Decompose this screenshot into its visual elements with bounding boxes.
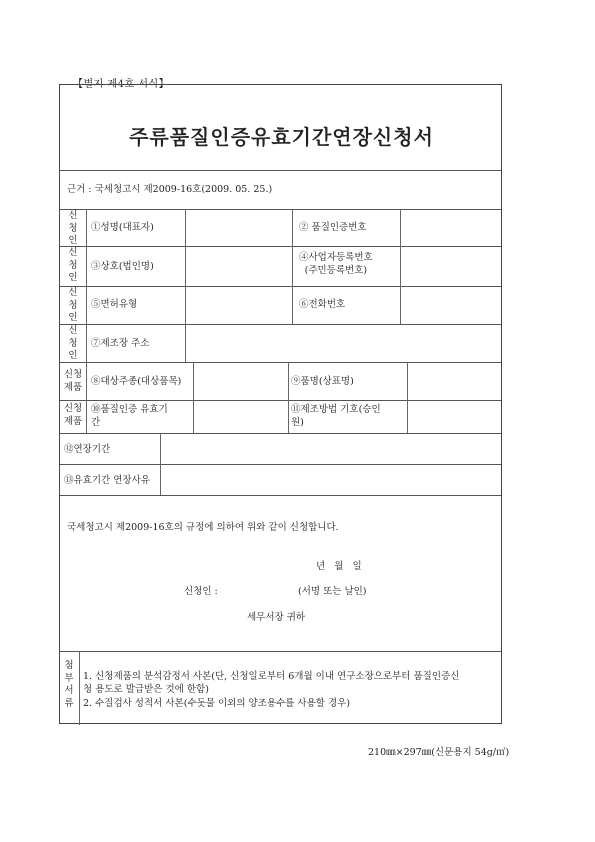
form-title: 주류품질인증유효기간연장신청서 — [129, 125, 434, 149]
signature-hint: (서명 또는 날인) — [298, 586, 367, 597]
extension-period-label: ⑫연장기간 — [64, 444, 111, 455]
divider — [60, 246, 501, 247]
quality-cert-number-label: ② 품질인증번호 — [299, 222, 367, 233]
manufacturing-method-label: ⑪제조방법 기호(승인 원) — [291, 404, 381, 428]
liquor-category-label: ⑧대상주종(대상품목) — [91, 376, 182, 387]
divider — [60, 286, 501, 287]
attachment-item-2: 2. 수질검사 성적서 사본(수돗물 이외의 양조용수를 사용할 경우) — [83, 698, 351, 709]
value-column-divider — [292, 209, 293, 324]
applicant-signature-label: 신청인 : — [184, 586, 218, 597]
divider — [60, 400, 501, 401]
label-column-divider — [193, 362, 194, 433]
side-label-applicant: 신 청 인 — [68, 247, 78, 283]
side-label-product: 신청 제품 — [63, 369, 83, 393]
application-statement: 국세청고시 제2009-16호의 규정에 의하여 위와 같이 신청합니다. — [67, 522, 339, 533]
label-column-divider — [185, 209, 186, 326]
divider — [60, 464, 501, 465]
side-label-applicant: 신 청 인 — [68, 210, 78, 246]
divider — [60, 433, 501, 434]
factory-address-label: ⑦제조장 주소 — [91, 338, 150, 349]
application-form — [59, 84, 502, 724]
value-column-divider — [288, 362, 289, 433]
value-column-divider — [407, 362, 408, 433]
divider — [60, 651, 501, 652]
form-number-label: 【별지 제4호 서식】 — [73, 79, 170, 90]
label-column-divider — [185, 324, 186, 362]
cert-validity-label: ⑩품질인증 유효기 간 — [91, 404, 168, 428]
side-label-product: 신청 제품 — [63, 403, 83, 427]
phone-number-label: ⑥전화번호 — [299, 299, 346, 310]
label-column-divider — [160, 433, 161, 495]
license-type-label: ⑤면허유형 — [91, 299, 138, 310]
extension-reason-label: ⑬유효기간 연장사유 — [64, 475, 150, 486]
company-name-label: ③상호(법인명) — [91, 261, 154, 272]
name-representative-label: ①성명(대표자) — [91, 222, 154, 233]
divider — [60, 324, 501, 325]
paper-spec-footer: 210㎜×297㎜(신문용지 54g/㎡) — [368, 747, 510, 758]
value-column-divider — [400, 209, 401, 324]
date-line: 년 월 일 — [316, 561, 362, 572]
product-name-label: ⑨품명(상표명) — [291, 376, 354, 387]
divider — [60, 209, 501, 210]
addressee: 세무서장 귀하 — [247, 612, 306, 623]
side-label-applicant: 신 청 인 — [68, 287, 78, 323]
divider — [60, 495, 501, 496]
legal-basis: 근거 : 국세청고시 제2009-16호(2009. 05. 25.) — [67, 184, 273, 195]
divider — [60, 362, 501, 363]
divider — [60, 170, 501, 171]
side-label-applicant: 신 청 인 — [68, 325, 78, 361]
business-reg-number-label: ④사업자등록번호 (주민등록번호) — [299, 252, 373, 276]
attachment-item-1: 1. 신청제품의 분석감정서 사본(단, 신청일로부터 6개월 이내 연구소장으로부터 품질인증신 청 용도로 발급받은 것에 한함) — [83, 671, 460, 695]
side-column-divider — [86, 209, 87, 433]
side-label-attachments: 첨 부 서 류 — [64, 660, 74, 709]
